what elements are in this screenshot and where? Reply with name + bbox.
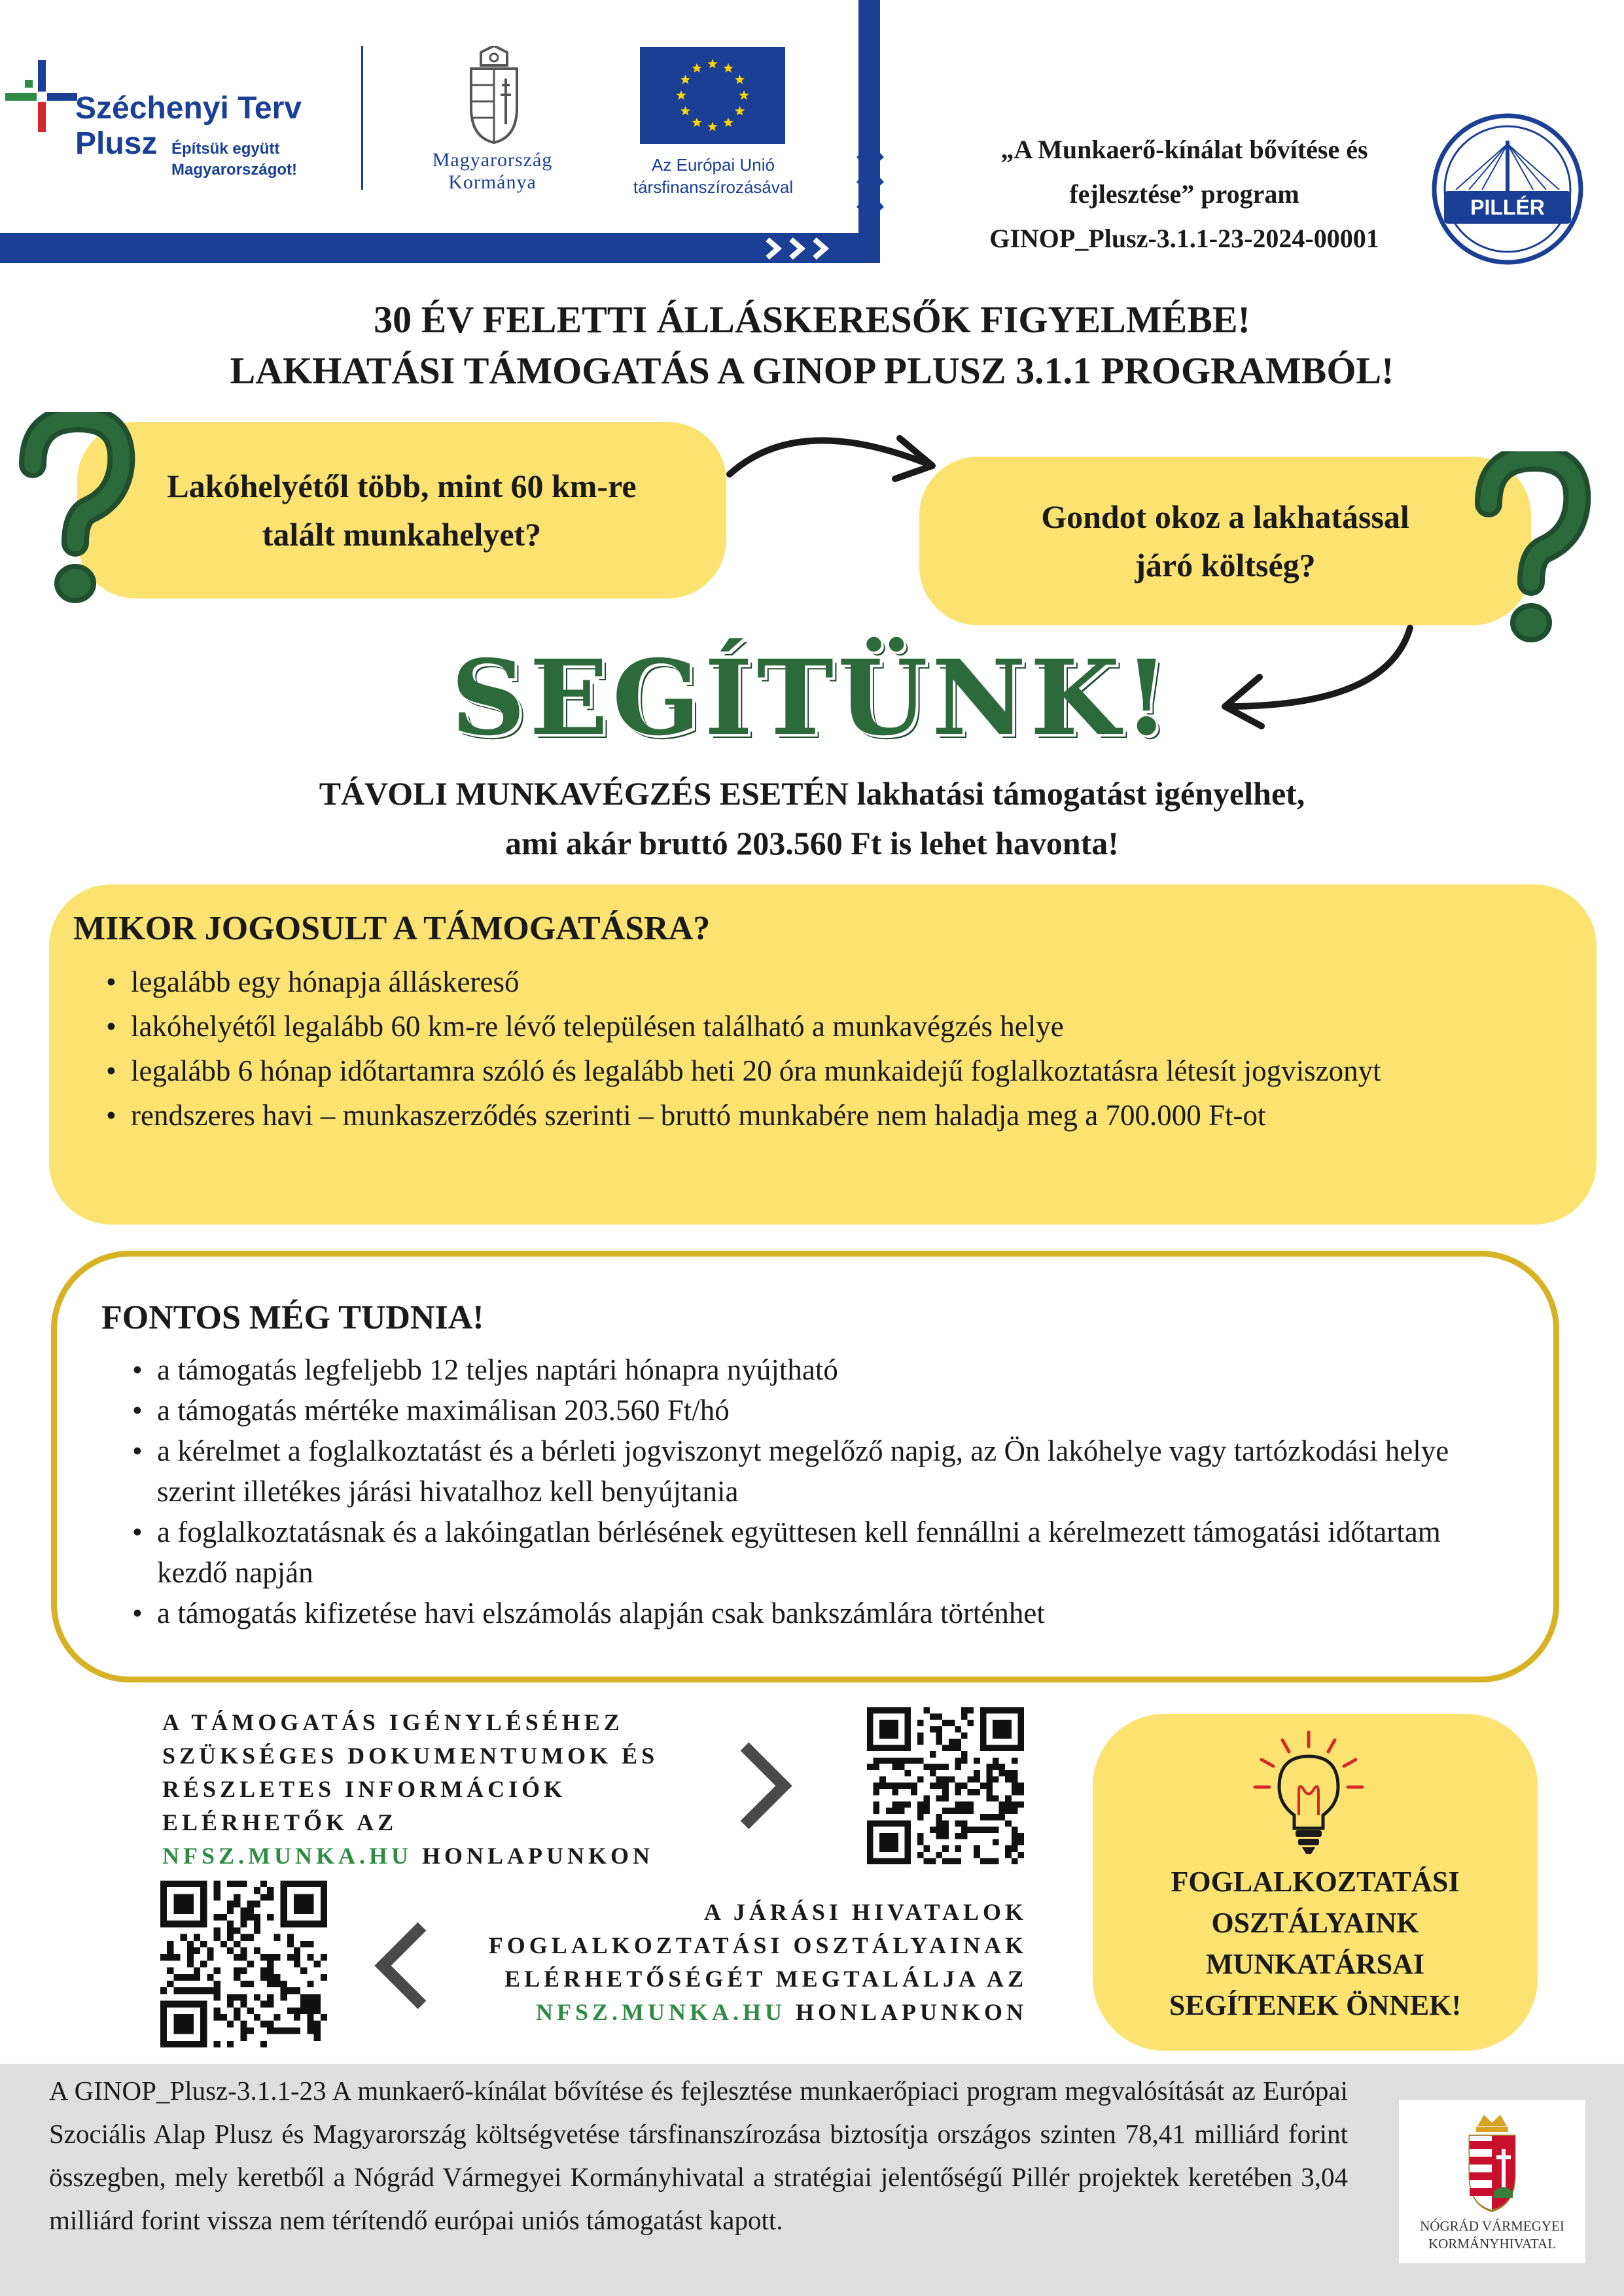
eu-cofinancing-text <box>612 154 815 198</box>
help-text <box>1093 1861 1538 2026</box>
szechenyi-plusz: Plusz <box>75 126 158 161</box>
docs-line: RÉSZLETES INFORMÁCIÓK <box>162 1776 567 1802</box>
kormany-line: Magyarország <box>432 149 553 171</box>
piller-logo-icon <box>1430 111 1585 267</box>
chevron-right-icon <box>732 1737 797 1835</box>
list-item: • a támogatás kifizetése havi elszámolás alapján csak bankszámlára történhet <box>124 1593 1518 1633</box>
eligibility-title: MIKOR JOGOSULT A TÁMOGATÁSRA? <box>73 910 711 947</box>
szechenyi-logo-icon <box>5 60 77 132</box>
page-title <box>98 294 1526 396</box>
nograd-line: NÓGRÁD VÁRMEGYEI <box>1420 2218 1564 2234</box>
list-item: • legalább egy hónapja álláskereső <box>98 960 1544 1004</box>
docs-line: ELÉRHETŐK AZ <box>162 1809 398 1835</box>
program-line: „A Munkaerő-kínálat bővítése és <box>1000 135 1368 164</box>
question-bubble-right <box>919 457 1531 625</box>
list-item: • rendszeres havi – munkaszerződés szerinti – bruttó munkabére nem haladja meg a 700.000 Ft-ot <box>98 1093 1544 1138</box>
chevron-left-icon <box>370 1917 435 2015</box>
title-line-1: 30 ÉV FELETTI ÁLLÁSKERESŐK FIGYELMÉBE! <box>374 298 1250 341</box>
eu-line: társfinanszírozásával <box>633 177 794 197</box>
arrow-right-icon <box>720 419 949 491</box>
chevron-right-icon <box>762 235 841 262</box>
lightbulb-icon <box>1243 1727 1374 1858</box>
remote-line-1: TÁVOLI MUNKAVÉGZÉS ESETÉN lakhatási támogatást igényelhet, <box>319 775 1305 812</box>
list-item: • lakóhelyétől legalább 60 km-re lévő településen található a munkavégzés helye <box>98 1004 1544 1049</box>
kormany-line: Kormánya <box>448 171 537 193</box>
help-line: SEGÍTENEK ÖNNEK! <box>1169 1989 1462 2021</box>
offices-line: A JÁRÁSI HIVATALOK <box>703 1899 1027 1925</box>
hungarian-coat-of-arms-icon <box>1464 2110 1520 2214</box>
eligibility-list <box>98 960 1544 1138</box>
eu-flag-icon <box>640 47 785 144</box>
program-line: fejlesztése” program <box>1069 179 1299 209</box>
offices-info <box>458 1896 1027 2029</box>
docs-line: SZÜKSÉGES DOKUMENTUMOK ÉS <box>162 1743 659 1769</box>
offices-suffix: HONLAPUNKON <box>796 1999 1027 2025</box>
list-item: • legalább 6 hónap időtartamra szóló és legalább heti 20 óra munkaidejű foglalkoztatásra létesít jogviszonyt <box>98 1049 1544 1093</box>
kormany-name <box>409 149 576 194</box>
slogan-line: Magyarországot! <box>171 161 298 179</box>
nfsz-link[interactable]: NFSZ.MUNKA.HU <box>536 1999 786 2025</box>
question-mark-icon <box>13 412 137 608</box>
offices-line: ELÉRHETŐSÉGÉT MEGTALÁLJA AZ <box>504 1966 1027 1992</box>
nfsz-link[interactable]: NFSZ.MUNKA.HU <box>162 1843 412 1869</box>
help-headline: SEGÍTÜNK! <box>451 638 1173 759</box>
important-list <box>124 1349 1518 1633</box>
list-item: • a foglalkoztatásnak és a lakóingatlan bérlésének együttesen kell fennállni a kérelmezett támogatási időtartam kezdő napján <box>124 1512 1518 1593</box>
szechenyi-slogan <box>171 139 297 181</box>
list-item: • a támogatás mértéke maximálisan 203.560 Ft/hó <box>124 1390 1518 1431</box>
question-line: járó költség? <box>1135 547 1316 583</box>
piller-label: PILLÉR <box>1470 196 1545 219</box>
question-mark-icon <box>1469 451 1593 648</box>
docs-line: A TÁMOGATÁS IGÉNYLÉSÉHEZ <box>162 1709 624 1735</box>
nograd-name <box>1399 2218 1585 2253</box>
docs-suffix: HONLAPUNKON <box>422 1843 654 1869</box>
chevron-down-icon <box>851 147 890 226</box>
footer-text: A GINOP_Plusz-3.1.1-23 A munkaerő-kínálat bővítése és fejlesztése munkaerőpiaci program megvalósítását az Európai Szociális Alap Plusz és Magyarország költségvetése társfinanszírozása biztosítja országos szinten 78,41 milliárd forint összegben, mely keretből a Nógrád Vármegyei Kormányhivatal a stratégiai jelentőségű Pillér projektek keretében 3,04 milliárd forint vissza nem térítendő európai uniós támogatást kapott. <box>49 2076 1348 2235</box>
remote-line-2: ami akár bruttó 203.560 Ft is lehet havonta! <box>505 825 1119 861</box>
help-line: MUNKATÁRSAI <box>1205 1948 1425 1980</box>
header-blue-bar-horizontal <box>0 233 880 263</box>
question-bubble-left <box>77 422 726 599</box>
documents-info <box>162 1706 686 1873</box>
help-line: OSZTÁLYAINK <box>1211 1907 1419 1939</box>
question-line: Gondot okoz a lakhatással <box>1041 498 1409 535</box>
question-line: Lakóhelyétől több, mint 60 km-re <box>167 468 637 504</box>
qr-code-icon[interactable] <box>867 1707 1024 1864</box>
help-line: FOGLALKOZTATÁSI <box>1171 1866 1460 1898</box>
header-divider <box>361 46 363 190</box>
title-line-2: LAKHATÁSI TÁMOGATÁS A GINOP PLUSZ 3.1.1 PROGRAMBÓL! <box>230 349 1394 392</box>
program-info <box>942 128 1426 261</box>
coat-of-arms-icon <box>461 46 527 144</box>
nograd-line: KORMÁNYHIVATAL <box>1428 2236 1557 2252</box>
important-title: FONTOS MÉG TUDNIA! <box>101 1299 484 1336</box>
szechenyi-title: Széchenyi Terv <box>75 91 302 126</box>
question-line: talált munkahelyet? <box>262 516 542 553</box>
eu-line: Az Európai Unió <box>652 155 775 175</box>
qr-code-icon[interactable] <box>160 1881 327 2047</box>
list-item: • a kérelmet a foglalkoztatást és a bérleti jogviszonyt megelőző napig, az Ön lakóhelye vagy tartózkodási helye szerint illetékes járási hivatalhoz kell benyújtania <box>124 1431 1518 1512</box>
slogan-line: Építsük együtt <box>171 140 280 158</box>
offices-line: FOGLALKOZTATÁSI OSZTÁLYAINAK <box>488 1932 1027 1958</box>
list-item: • a támogatás legfeljebb 12 teljes naptári hónapra nyújtható <box>124 1349 1518 1390</box>
program-code: GINOP_Plusz-3.1.1-23-2024-00001 <box>989 224 1379 253</box>
remote-work-info <box>98 769 1526 868</box>
